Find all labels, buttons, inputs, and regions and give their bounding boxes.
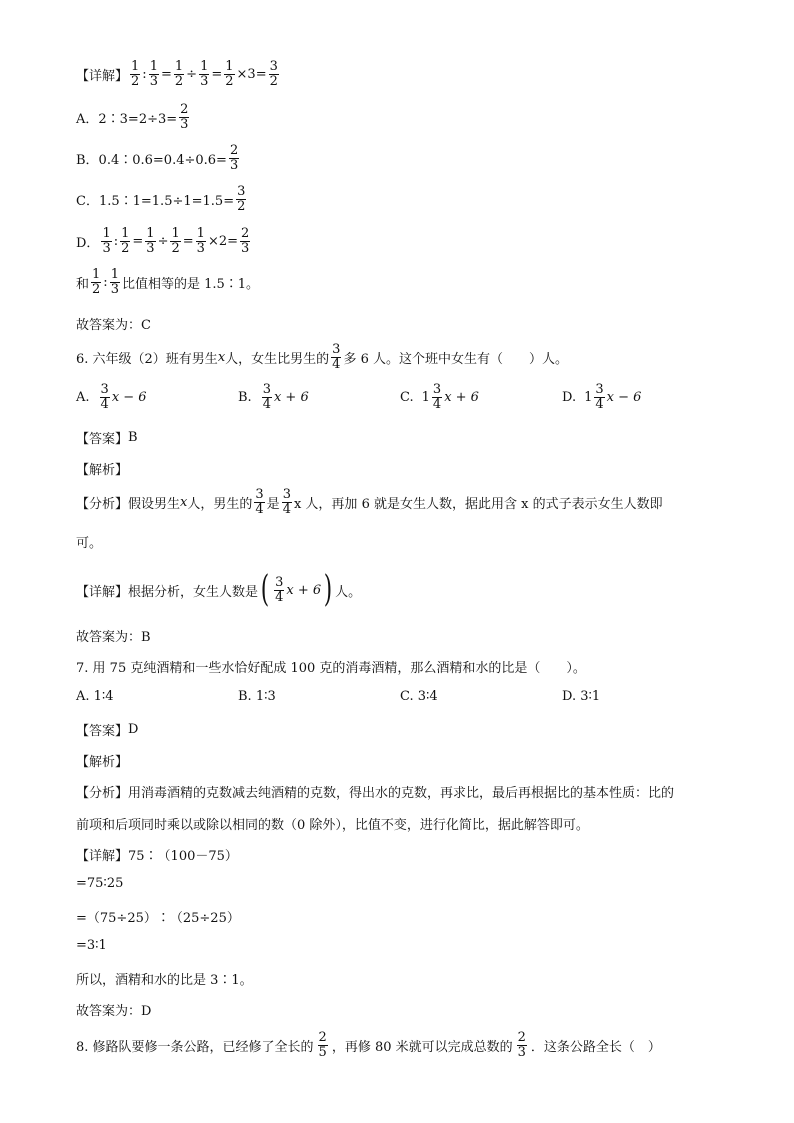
q7-option-b[interactable]: B. 1∶3 <box>238 689 276 704</box>
right-paren: ) <box>323 569 333 610</box>
q7-detail-line4: =3∶1 <box>76 938 107 953</box>
fraction: $\frac{3}{4}$ <box>332 342 341 372</box>
detail-tag: 【详解】 <box>76 69 129 84</box>
fraction: $\frac{2}{3}$ <box>229 143 239 173</box>
fraction: $\frac{3}{4}$ <box>282 487 291 517</box>
fraction: $\frac{3}{4}$ <box>432 382 442 412</box>
q5-option-b-line: B．0.4∶0.6=0.4÷0.6= $\frac{2}{3}$ <box>76 143 239 173</box>
fraction: $\frac{3}{2}$ <box>237 184 246 214</box>
fraction: $\frac{2}{3}$ <box>241 226 250 256</box>
q6-analysis-line1: 【分析】 假设男生 x 人，男生的 $\frac{3}{4}$ 是 $\frac{3}{4}$ x 人，再加 6 就是女生人数，据此用含 x 的式子表示女生人数即 <box>76 487 663 517</box>
q5-detail-line: 【详解】 $\frac{1}{2}$ : $\frac{1}{3}$ = $\frac{1}{2}$ ÷ $\frac{1}{3}$ = $\frac{1}{2}$ ×3= $\frac{3}{2}$ <box>76 59 278 89</box>
q8-stem: 8. 修路队要修一条公路，已经修了全长的 $\frac{2}{5}$ ，再修 80 米就可以完成总数的 $\frac{2}{3}$ ．这条公路全长（ ） <box>76 1030 661 1060</box>
fraction: $\frac{3}{4}$ <box>595 382 604 412</box>
q6-analysis-line2: 可。 <box>76 536 103 551</box>
q7-detail-line3: =（75÷25）∶（25÷25） <box>76 911 240 926</box>
fraction: $\frac{2}{3}$ <box>180 102 189 132</box>
q7-stem: 7. 用 75 克纯酒精和一些水恰好配成 100 克的消毒酒精，那么酒精和水的比是（ ）。 <box>76 661 586 676</box>
q7-detail-line2: =75∶25 <box>76 876 124 891</box>
q7-option-d[interactable]: D. 3∶1 <box>562 689 601 704</box>
q7-final: 故答案为：D <box>76 1004 152 1019</box>
q7-answer: 【答案】 D <box>76 722 139 739</box>
fraction: $\frac{1}{3}$ <box>102 226 111 256</box>
fraction: $\frac{1}{2}$ <box>131 59 140 89</box>
q7-detail-line1: 【详解】75∶（100－75） <box>76 849 238 864</box>
fraction: $\frac{1}{2}$ <box>92 267 101 297</box>
q6-stem: 6. 六年级（2）班有男生 x 人，女生比男生的 $\frac{3}{4}$ 多 6 人。这个班中女生有（ ）人。 <box>76 342 568 372</box>
left-paren: ( <box>260 569 270 610</box>
fraction: $\frac{3}{2}$ <box>269 59 278 89</box>
q6-final: 故答案为：B <box>76 630 151 645</box>
q5-option-d-line: D． $\frac{1}{3}$ : $\frac{1}{2}$ = $\frac{1}{3}$ ÷ $\frac{1}{2}$ = $\frac{1}{3}$ ×2= $\frac{2}{3}$ <box>76 226 250 256</box>
q7-option-a[interactable]: A. 1∶4 <box>76 689 114 704</box>
fraction: $\frac{2}{3}$ <box>517 1030 526 1060</box>
fraction: $\frac{3}{4}$ <box>262 382 271 412</box>
fraction: $\frac{1}{2}$ <box>225 59 234 89</box>
fraction: $\frac{2}{5}$ <box>318 1030 327 1060</box>
q6-option-b[interactable]: B. $\frac{3}{4}$ x + 6 <box>238 382 309 412</box>
q7-detail-line5: 所以，酒精和水的比是 3∶1。 <box>76 973 253 988</box>
q6-option-d[interactable]: D. 1 $\frac{3}{4}$ x − 6 <box>562 382 642 412</box>
q5-option-c-line: C．1.5∶1=1.5÷1=1.5= $\frac{3}{2}$ <box>76 184 246 214</box>
q6-detail: 【详解】 根据分析，女生人数是 ( $\frac{3}{4}$ x + 6 ) 人。 <box>76 569 362 610</box>
q5-option-a-line: A．2∶3=2÷3= $\frac{2}{3}$ <box>76 102 189 132</box>
q6-option-a[interactable]: A. $\frac{3}{4}$ x − 6 <box>76 382 147 412</box>
q7-analysis-line1: 【分析】用消毒酒精的克数减去纯酒精的克数，得出水的克数，再求比，最后再根据比的基本性质：比的 <box>76 786 675 801</box>
q6-answer: 【答案】 B <box>76 430 138 447</box>
q6-jiexi-tag: 【解析】 <box>76 463 129 478</box>
fraction: $\frac{3}{4}$ <box>100 382 109 412</box>
fraction: $\frac{1}{2}$ <box>174 59 184 89</box>
fraction: $\frac{1}{3}$ <box>110 267 119 297</box>
fraction: $\frac{1}{2}$ <box>121 226 130 256</box>
q6-option-c[interactable]: C. 1 $\frac{3}{4}$ x + 6 <box>400 382 479 412</box>
q7-jiexi-tag: 【解析】 <box>76 755 129 770</box>
q7-option-c[interactable]: C. 3∶4 <box>400 689 438 704</box>
fraction: $\frac{1}{3}$ <box>149 59 158 89</box>
fraction: $\frac{1}{2}$ <box>171 226 180 256</box>
q5-answer: 故答案为：C <box>76 318 151 333</box>
fraction: $\frac{1}{3}$ <box>146 226 155 256</box>
fraction: $\frac{3}{4}$ <box>275 574 284 605</box>
fraction: $\frac{3}{4}$ <box>255 487 264 517</box>
q5-conclusion-line: 和 $\frac{1}{2}$ : $\frac{1}{3}$ 比值相等的是 1.5∶1。 <box>76 267 260 297</box>
fraction: $\frac{1}{3}$ <box>196 226 205 256</box>
fraction: $\frac{1}{3}$ <box>200 59 209 89</box>
q7-analysis-line2: 前项和后项同时乘以或除以相同的数（0 除外），比值不变，进行化简比，据此解答即可。 <box>76 818 589 833</box>
